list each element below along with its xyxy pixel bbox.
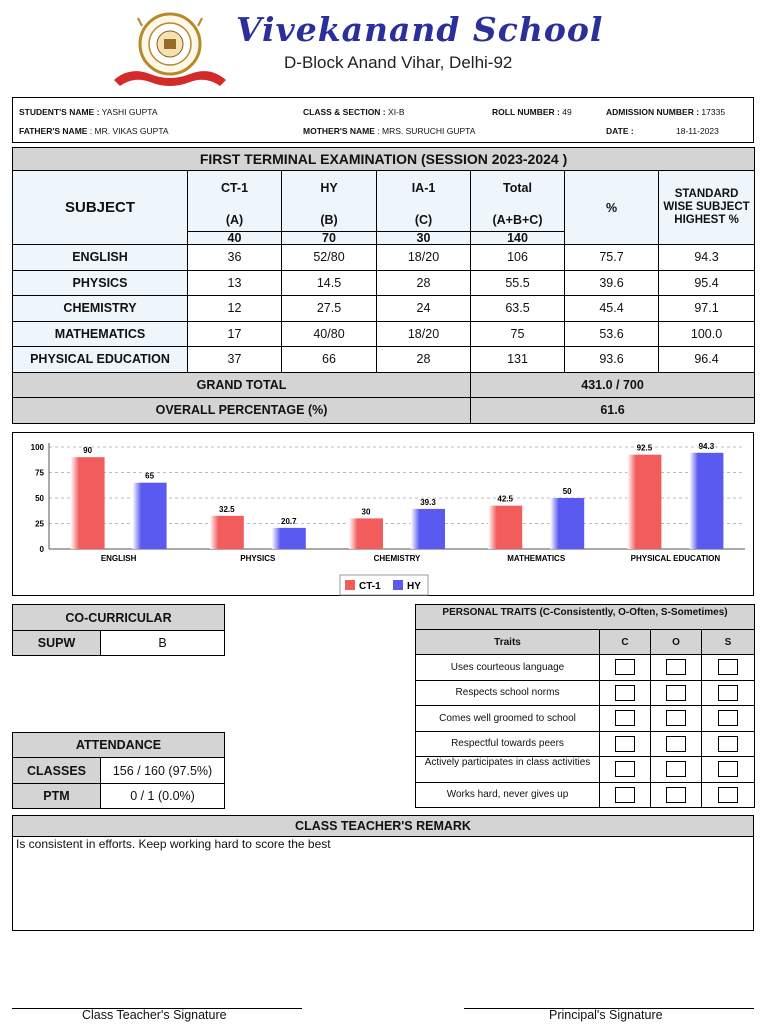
cell-pct: 93.6	[565, 347, 659, 373]
data-label: 32.5	[219, 504, 235, 514]
trait-checkbox-s[interactable]	[718, 787, 738, 803]
trait-cell-s	[702, 782, 755, 808]
trait-cell-c	[600, 655, 651, 681]
bar-hy	[133, 483, 167, 549]
trait-checkbox-o[interactable]	[666, 787, 686, 803]
remark-title: CLASS TEACHER'S REMARK	[13, 816, 753, 837]
bar-chart-svg	[13, 433, 755, 597]
trait-label: Works hard, never gives up	[416, 782, 600, 808]
bar-ct-1	[71, 457, 105, 549]
col-header-total	[471, 171, 565, 232]
bar-ct-1	[627, 455, 661, 549]
school-name: Vivekanand School	[236, 10, 604, 49]
date-value: 18-11-2023	[676, 126, 719, 136]
col-ia1-name: IA-1	[411, 181, 436, 195]
col-hy-name: HY	[320, 181, 338, 195]
col-ia1-code: (C)	[414, 213, 433, 227]
trait-cell-s	[702, 731, 755, 757]
cell-hy: 66	[282, 347, 377, 373]
highest-header: STANDARD WISE SUBJECT HIGHEST %	[659, 171, 755, 245]
father-row	[19, 126, 169, 136]
col-total-name: Total	[503, 181, 532, 195]
legend-swatch	[345, 580, 355, 590]
cell-total: 106	[471, 245, 565, 271]
cell-ia1: 28	[377, 270, 471, 296]
trait-row	[416, 680, 755, 706]
trait-checkbox-s[interactable]	[718, 685, 738, 701]
co-curricular-table	[12, 604, 225, 656]
x-tick-label: CHEMISTRY	[373, 554, 421, 563]
classes-label: CLASSES	[13, 758, 101, 784]
trait-label: Uses courteous language	[416, 655, 600, 681]
student-name: YASHI GUPTA	[101, 107, 158, 117]
cell-ct1: 17	[188, 321, 282, 347]
trait-cell-c	[600, 706, 651, 732]
y-tick-label: 0	[39, 545, 44, 554]
bar-hy	[550, 498, 584, 549]
trait-cell-o	[651, 655, 702, 681]
max-hy: 70	[282, 232, 377, 245]
trait-checkbox-c[interactable]	[615, 761, 635, 777]
trait-cell-o	[651, 706, 702, 732]
y-tick-label: 75	[35, 468, 44, 478]
school-address: D-Block Anand Vihar, Delhi-92	[284, 53, 513, 72]
x-tick-label: MATHEMATICS	[507, 554, 566, 563]
mother-row	[303, 126, 475, 136]
trait-cell-s	[702, 655, 755, 681]
x-tick-label: PHYSICAL EDUCATION	[630, 554, 721, 563]
admission-label: ADMISSION NUMBER :	[606, 107, 700, 117]
remark-text: Is consistent in efforts. Keep working hard to score the best	[16, 837, 331, 851]
exam-title: FIRST TERMINAL EXAMINATION (SESSION 2023-2024 )	[13, 148, 755, 171]
trait-checkbox-o[interactable]	[666, 710, 686, 726]
cell-hy: 52/80	[282, 245, 377, 271]
date-label: DATE :	[606, 126, 634, 136]
trait-label: Comes well groomed to school	[416, 706, 600, 732]
col-hy-code: (B)	[320, 213, 338, 227]
father-label: FATHER'S NAME	[19, 126, 88, 136]
cell-total: 55.5	[471, 270, 565, 296]
trait-row	[416, 731, 755, 757]
roll-row	[492, 107, 572, 117]
col-total-code: (A+B+C)	[492, 213, 543, 227]
table-row	[13, 245, 755, 271]
max-ct1: 40	[188, 232, 282, 245]
trait-cell-o	[651, 757, 702, 783]
cell-highest: 100.0	[659, 321, 755, 347]
trait-checkbox-c[interactable]	[615, 736, 635, 752]
trait-row	[416, 782, 755, 808]
trait-checkbox-s[interactable]	[718, 736, 738, 752]
trait-cell-o	[651, 782, 702, 808]
trait-cell-o	[651, 731, 702, 757]
principal-signature-label: Principal's Signature	[549, 1008, 663, 1022]
student-info-box	[12, 97, 754, 143]
x-tick-label: PHYSICS	[240, 554, 276, 563]
class-row	[303, 107, 405, 117]
table-row	[13, 296, 755, 322]
bar-hy	[272, 528, 306, 549]
cell-ct1: 36	[188, 245, 282, 271]
max-ia1: 30	[377, 232, 471, 245]
y-tick-label: 50	[35, 494, 44, 503]
col-ct1-name: CT-1	[220, 181, 249, 195]
data-label: 42.5	[497, 494, 513, 504]
data-label: 50	[562, 487, 572, 496]
bar-hy	[689, 453, 723, 549]
trait-checkbox-c[interactable]	[615, 710, 635, 726]
data-label: 90	[83, 446, 93, 456]
cell-highest: 96.4	[659, 347, 755, 373]
cell-highest: 95.4	[659, 270, 755, 296]
student-name-row	[19, 107, 158, 117]
trait-row	[416, 655, 755, 681]
trait-row	[416, 706, 755, 732]
cell-ia1: 18/20	[377, 245, 471, 271]
attendance-title: ATTENDANCE	[13, 733, 225, 758]
bar-ct-1	[349, 518, 383, 549]
classes-value: 156 / 160 (97.5%)	[101, 758, 225, 784]
trait-checkbox-o[interactable]	[666, 685, 686, 701]
col-ct1-code: (A)	[225, 213, 244, 227]
x-tick-label: ENGLISH	[100, 554, 137, 563]
trait-cell-c	[600, 782, 651, 808]
cell-hy: 27.5	[282, 296, 377, 322]
teacher-signature-label: Class Teacher's Signature	[82, 1008, 227, 1022]
trait-checkbox-o[interactable]	[666, 659, 686, 675]
cell-ct1: 37	[188, 347, 282, 373]
table-row	[13, 347, 755, 373]
trait-cell-s	[702, 757, 755, 783]
y-tick-label: 100	[30, 443, 44, 452]
bar-ct-1	[210, 516, 244, 549]
legend-label: CT-1	[359, 581, 381, 592]
personal-traits-table	[415, 604, 755, 808]
max-total: 140	[471, 232, 565, 245]
cell-highest: 97.1	[659, 296, 755, 322]
cell-hy: 40/80	[282, 321, 377, 347]
subject-header: SUBJECT	[13, 171, 188, 245]
supw-grade: B	[101, 631, 225, 656]
cell-subject: CHEMISTRY	[13, 296, 188, 322]
overall-percentage-value: 61.6	[471, 398, 755, 424]
ptm-value: 0 / 1 (0.0%)	[101, 784, 225, 809]
data-label: 92.5	[636, 443, 653, 453]
cell-ct1: 13	[188, 270, 282, 296]
trait-row	[416, 757, 755, 783]
student-name-label: STUDENT'S NAME :	[19, 107, 100, 117]
cell-ia1: 24	[377, 296, 471, 322]
roll-value: 49	[562, 107, 572, 117]
admission-value: 17335	[701, 107, 726, 117]
trait-checkbox-c[interactable]	[615, 685, 635, 701]
trait-checkbox-c[interactable]	[615, 787, 635, 803]
traits-col-o: O	[651, 630, 702, 655]
data-label: 30	[361, 507, 371, 517]
legend-swatch	[393, 580, 403, 590]
trait-cell-s	[702, 680, 755, 706]
co-curricular-title: CO-CURRICULAR	[13, 605, 225, 631]
cell-total: 63.5	[471, 296, 565, 322]
data-label: 94.3	[698, 441, 715, 451]
class-value: XI-B	[388, 107, 405, 117]
cell-subject: PHYSICAL EDUCATION	[13, 347, 188, 373]
cell-ia1: 28	[377, 347, 471, 373]
trait-checkbox-o[interactable]	[666, 736, 686, 752]
trait-checkbox-s[interactable]	[718, 659, 738, 675]
cell-hy: 14.5	[282, 270, 377, 296]
admission-row	[606, 107, 725, 117]
cell-subject: MATHEMATICS	[13, 321, 188, 347]
grand-total-value: 431.0 / 700	[471, 372, 755, 398]
traits-col-header: Traits	[416, 630, 600, 655]
trait-label: Respects school norms	[416, 680, 600, 706]
supw-label: SUPW	[13, 631, 101, 656]
grand-total-label: GRAND TOTAL	[13, 372, 471, 398]
father-value: : MR. VIKAS GUPTA	[89, 126, 169, 136]
ptm-label: PTM	[13, 784, 101, 809]
marks-table	[12, 147, 755, 424]
trait-checkbox-c[interactable]	[615, 659, 635, 675]
cell-pct: 45.4	[565, 296, 659, 322]
bar-hy	[411, 509, 445, 549]
attendance-table	[12, 732, 225, 809]
mother-label: MOTHER'S NAME	[303, 126, 375, 136]
roll-label: ROLL NUMBER :	[492, 107, 560, 117]
table-row	[13, 321, 755, 347]
y-tick-label: 25	[35, 519, 44, 529]
traits-col-s: S	[702, 630, 755, 655]
marks-chart	[12, 432, 754, 596]
trait-label: Respectful towards peers	[416, 731, 600, 757]
overall-percentage-label: OVERALL PERCENTAGE (%)	[13, 398, 471, 424]
trait-checkbox-s[interactable]	[718, 761, 738, 777]
class-label: CLASS & SECTION :	[303, 107, 386, 117]
school-emblem-icon	[110, 6, 230, 92]
data-label: 65	[145, 471, 155, 481]
traits-col-c: C	[600, 630, 651, 655]
cell-ia1: 18/20	[377, 321, 471, 347]
cell-pct: 53.6	[565, 321, 659, 347]
cell-highest: 94.3	[659, 245, 755, 271]
trait-checkbox-s[interactable]	[718, 710, 738, 726]
data-label: 39.3	[420, 497, 436, 507]
col-header-ia1	[377, 171, 471, 232]
trait-cell-c	[600, 757, 651, 783]
percent-header: %	[565, 171, 659, 245]
cell-pct: 39.6	[565, 270, 659, 296]
cell-ct1: 12	[188, 296, 282, 322]
trait-checkbox-o[interactable]	[666, 761, 686, 777]
trait-cell-c	[600, 680, 651, 706]
school-logo	[110, 6, 230, 92]
cell-total: 131	[471, 347, 565, 373]
traits-title: PERSONAL TRAITS (C-Consistently, O-Often, S-Sometimes)	[416, 605, 755, 630]
table-row	[13, 270, 755, 296]
trait-cell-c	[600, 731, 651, 757]
cell-subject: PHYSICS	[13, 270, 188, 296]
cell-pct: 75.7	[565, 245, 659, 271]
col-header-hy	[282, 171, 377, 232]
cell-total: 75	[471, 321, 565, 347]
bar-ct-1	[488, 506, 522, 549]
cell-subject: ENGLISH	[13, 245, 188, 271]
trait-cell-o	[651, 680, 702, 706]
data-label: 20.7	[281, 516, 297, 526]
legend-label: HY	[407, 581, 421, 592]
col-header-ct1	[188, 171, 282, 232]
trait-label: Actively participates in class activities	[416, 757, 600, 783]
class-teacher-remark	[12, 815, 754, 931]
trait-cell-s	[702, 706, 755, 732]
mother-value: : MRS. SURUCHI GUPTA	[377, 126, 476, 136]
